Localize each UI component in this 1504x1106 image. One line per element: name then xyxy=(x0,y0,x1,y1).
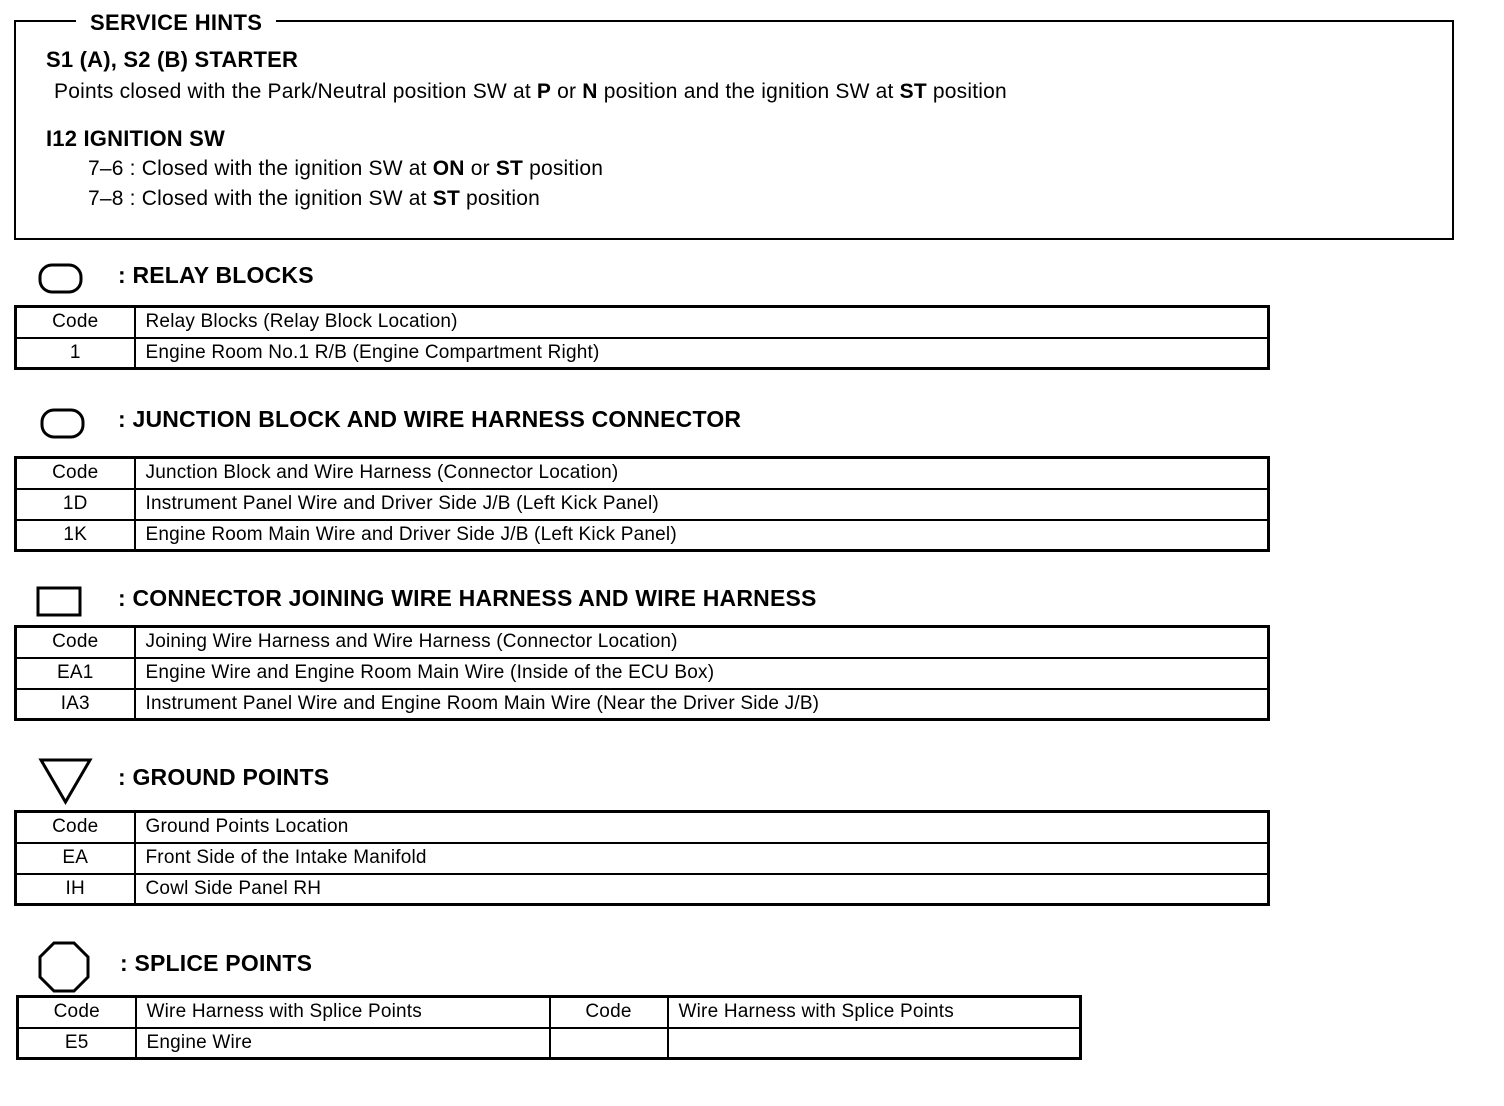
rounded-rectangle-icon xyxy=(40,407,86,441)
starter-heading: S1 (A), S2 (B) STARTER xyxy=(46,47,299,72)
row-code: 1 xyxy=(16,338,135,369)
row-code: 1K xyxy=(16,520,135,551)
starter-description xyxy=(54,80,1007,104)
position-p: P xyxy=(536,80,552,103)
row-code-right xyxy=(550,1028,668,1059)
row-location: Engine Room Main Wire and Driver Side J/B (Left Kick Panel) xyxy=(135,520,1269,551)
ignition-heading: I12 IGNITION SW xyxy=(46,126,226,151)
ground-points-table xyxy=(14,810,1270,906)
table-row xyxy=(16,843,1269,874)
splice-points-table xyxy=(16,995,1082,1060)
location-header: Junction Block and Wire Harness (Connector Location) xyxy=(135,458,1269,489)
row-code: 1D xyxy=(16,489,135,520)
code-header: Code xyxy=(16,458,135,489)
row-location: Front Side of the Intake Manifold xyxy=(135,843,1269,874)
table-header-row xyxy=(16,627,1269,658)
ignition-line1-text-a: 7–6 : Closed with the ignition SW at xyxy=(88,157,433,180)
ignition-line1-text-b: or xyxy=(464,157,496,180)
code-header: Code xyxy=(16,307,135,338)
row-wire-harness-right xyxy=(668,1028,1081,1059)
rounded-rectangle-icon xyxy=(38,262,84,296)
row-location: Instrument Panel Wire and Driver Side J/B (Left Kick Panel) xyxy=(135,489,1269,520)
table-header-row xyxy=(16,458,1269,489)
row-wire-harness-left: Engine Wire xyxy=(136,1028,550,1059)
row-code: EA1 xyxy=(16,658,135,689)
position-n: N xyxy=(582,80,598,103)
starter-text-d: position xyxy=(926,80,1007,103)
table-header-row xyxy=(18,997,1081,1028)
table-header-row xyxy=(16,307,1269,338)
junction-block-title: : JUNCTION BLOCK AND WIRE HARNESS CONNECTOR xyxy=(118,406,742,432)
ignition-line1-text-c: position xyxy=(523,157,604,180)
relay-blocks-table xyxy=(14,305,1270,370)
row-location: Instrument Panel Wire and Engine Room Main Wire (Near the Driver Side J/B) xyxy=(135,689,1269,720)
connector-table xyxy=(14,625,1270,721)
code-header-left: Code xyxy=(18,997,136,1028)
table-row xyxy=(16,489,1269,520)
ignition-on: ON xyxy=(432,157,465,180)
wire-harness-header-right: Wire Harness with Splice Points xyxy=(668,997,1081,1028)
junction-block-table xyxy=(14,456,1270,552)
ignition-line2-text-a: 7–8 : Closed with the ignition SW at xyxy=(88,187,433,210)
splice-points-title: : SPLICE POINTS xyxy=(120,950,313,976)
wire-harness-header-left: Wire Harness with Splice Points xyxy=(136,997,550,1028)
code-header: Code xyxy=(16,812,135,843)
service-hints-legend: SERVICE HINTS xyxy=(76,10,276,36)
location-header: Ground Points Location xyxy=(135,812,1269,843)
code-header: Code xyxy=(16,627,135,658)
table-row xyxy=(16,658,1269,689)
ignition-st-2: ST xyxy=(432,187,460,210)
table-row xyxy=(16,689,1269,720)
row-code: IH xyxy=(16,874,135,905)
table-header-row xyxy=(16,812,1269,843)
connector-title: : CONNECTOR JOINING WIRE HARNESS AND WIRE HARNESS xyxy=(118,585,817,611)
table-row xyxy=(16,874,1269,905)
location-header: Relay Blocks (Relay Block Location) xyxy=(135,307,1269,338)
table-row xyxy=(16,338,1269,369)
octagon-icon xyxy=(37,940,91,994)
ignition-st: ST xyxy=(495,157,524,180)
ignition-line-7-8 xyxy=(88,187,540,211)
starter-text-a: Points closed with the Park/Neutral position SW at xyxy=(54,80,537,103)
ground-points-title: : GROUND POINTS xyxy=(118,764,330,790)
starter-text-c: position and the ignition SW at xyxy=(597,80,900,103)
row-location: Engine Wire and Engine Room Main Wire (Inside of the ECU Box) xyxy=(135,658,1269,689)
table-row xyxy=(18,1028,1081,1059)
triangle-down-icon xyxy=(38,756,94,806)
row-code-left: E5 xyxy=(18,1028,136,1059)
table-row xyxy=(16,520,1269,551)
relay-blocks-title: : RELAY BLOCKS xyxy=(118,262,314,288)
location-header: Joining Wire Harness and Wire Harness (Connector Location) xyxy=(135,627,1269,658)
row-code: IA3 xyxy=(16,689,135,720)
ignition-line-7-6 xyxy=(88,157,603,181)
row-location: Cowl Side Panel RH xyxy=(135,874,1269,905)
row-code: EA xyxy=(16,843,135,874)
row-location: Engine Room No.1 R/B (Engine Compartment Right) xyxy=(135,338,1269,369)
code-header-right: Code xyxy=(550,997,668,1028)
rectangle-icon xyxy=(36,585,84,619)
ignition-line2-text-b: position xyxy=(460,187,541,210)
position-st: ST xyxy=(899,80,927,103)
starter-text-b: or xyxy=(551,80,583,103)
